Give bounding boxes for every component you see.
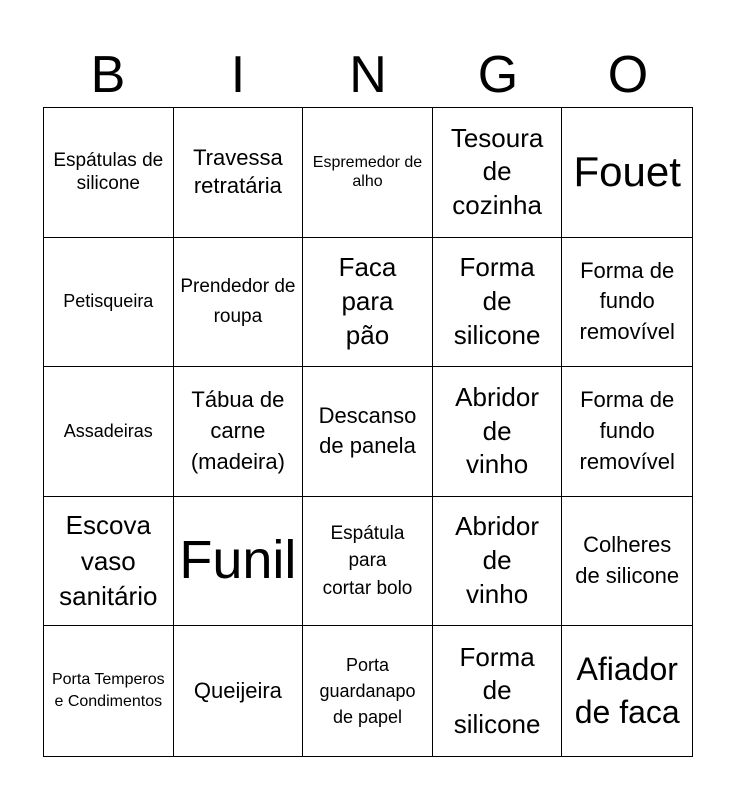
- bingo-cell[interactable]: [303, 497, 433, 627]
- bingo-cell[interactable]: [562, 367, 692, 497]
- header-letter-o: O: [607, 46, 649, 104]
- cell-label: Colheres de silicone: [575, 532, 680, 589]
- cell-label: Espátulas de silicone: [53, 149, 164, 195]
- bingo-cell[interactable]: [174, 367, 304, 497]
- cell-label: Assadeiras: [63, 421, 153, 442]
- bingo-cell[interactable]: [174, 238, 304, 368]
- bingo-cell[interactable]: [303, 626, 433, 756]
- cell-label: Escova vaso sanitário: [59, 510, 158, 611]
- cell-label: Espátula para cortar bolo: [322, 522, 413, 599]
- bingo-cell[interactable]: [174, 108, 304, 238]
- bingo-cell[interactable]: [562, 108, 692, 238]
- cell-label: Tábua de carne (madeira): [190, 387, 285, 474]
- bingo-cell[interactable]: [303, 238, 433, 368]
- bingo-cell[interactable]: [44, 367, 174, 497]
- bingo-cell[interactable]: [562, 497, 692, 627]
- cell-label: Fouet: [573, 148, 681, 196]
- cell-label: Porta guardanapo de papel: [319, 655, 416, 728]
- bingo-card-grid: [43, 107, 693, 757]
- header-letter-b: B: [90, 46, 126, 104]
- bingo-cell[interactable]: [562, 238, 692, 368]
- cell-label: Abridor de vinho: [455, 511, 539, 609]
- cell-label: Porta Temperos e Condimentos: [51, 670, 165, 711]
- cell-label: Afiador de faca: [574, 651, 680, 731]
- bingo-cell[interactable]: [44, 497, 174, 627]
- bingo-cell[interactable]: [433, 497, 563, 627]
- bingo-cell[interactable]: [433, 367, 563, 497]
- bingo-cell[interactable]: [44, 108, 174, 238]
- cell-label: Travessa retratária: [193, 144, 283, 199]
- bingo-cell[interactable]: [433, 238, 563, 368]
- bingo-cell[interactable]: [303, 108, 433, 238]
- bingo-header: [43, 44, 693, 106]
- header-letter-g: G: [477, 46, 519, 104]
- cell-label: Tesoura de cozinha: [450, 122, 544, 221]
- cell-label: Queijeira: [193, 677, 282, 703]
- cell-label: Forma de silicone: [453, 252, 541, 350]
- cell-label: Abridor de vinho: [455, 381, 539, 480]
- header-letter-n: N: [349, 46, 387, 104]
- bingo-cell[interactable]: [562, 626, 692, 756]
- bingo-cell[interactable]: [433, 626, 563, 756]
- bingo-cell[interactable]: [174, 497, 304, 627]
- bingo-cell[interactable]: [44, 238, 174, 368]
- cell-label: Petisqueira: [63, 291, 154, 312]
- cell-label: Funil: [179, 530, 297, 591]
- cell-label: Prendedor de roupa: [180, 276, 296, 327]
- cell-label: Forma de fundo removível: [579, 387, 675, 474]
- cell-label: Forma de fundo removível: [579, 257, 675, 345]
- cell-label: Forma de silicone: [453, 641, 541, 740]
- bingo-cell[interactable]: [174, 626, 304, 756]
- cell-label: Faca para pão: [338, 252, 397, 350]
- bingo-cell[interactable]: [44, 626, 174, 756]
- cell-label: Descanso de panela: [318, 402, 417, 459]
- bingo-cell[interactable]: [433, 108, 563, 238]
- bingo-cell[interactable]: [303, 367, 433, 497]
- header-letter-i: I: [230, 46, 246, 104]
- cell-label: Espremedor de alho: [312, 154, 423, 191]
